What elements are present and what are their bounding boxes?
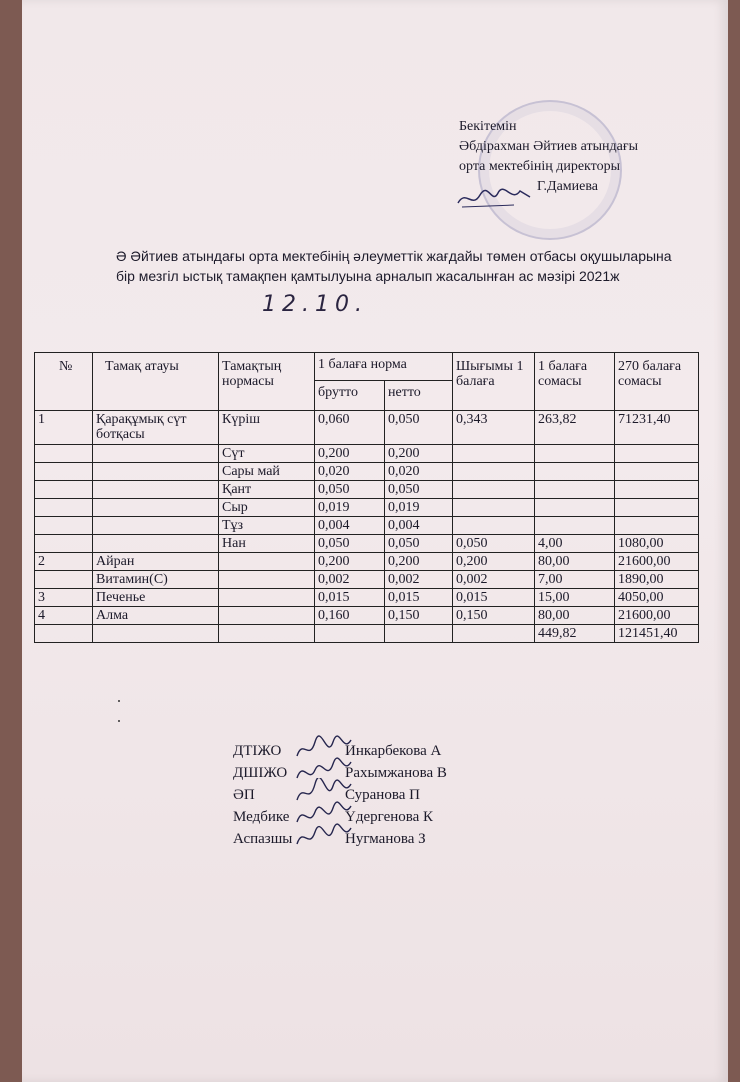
cell-sum270: 1080,00 [615, 535, 699, 553]
table-row [35, 499, 699, 517]
cell-yield [453, 481, 535, 499]
cell-product [219, 553, 315, 571]
document-title: Ә Әйтиев атындағы орта мектебінің әлеуметтік жағдайы төмен отбасы оқушыларына бір мезгіл ыстық тамақпен қамтылуына арналып жасалынған ас мәзірі 2021ж [116, 248, 672, 284]
cell-product: Сүт [219, 445, 315, 463]
cell-net: 0,020 [385, 463, 453, 481]
cell-sum1: 80,00 [535, 553, 615, 571]
signer-role: ДТІЖО [233, 743, 282, 759]
total-row [35, 625, 699, 643]
cell-net: 0,050 [385, 411, 453, 445]
cell-product: Сыр [219, 499, 315, 517]
ink-dot [118, 720, 120, 722]
cell-product: Күріш [219, 411, 315, 445]
cell-gross: 0,020 [315, 463, 385, 481]
cell-dish: Айран [93, 553, 219, 571]
cell-sum270: 71231,40 [615, 411, 699, 445]
cell-yield [453, 499, 535, 517]
cell-num: 2 [35, 553, 93, 571]
cell-gross: 0,019 [315, 499, 385, 517]
header-norm: Тамақтың нормасы [219, 353, 315, 411]
signer-name: Нугманова З [345, 831, 426, 847]
cell-num [35, 499, 93, 517]
cell-product: Тұз [219, 517, 315, 535]
director-name: Г.Дамиева [537, 179, 598, 194]
cell-net: 0,015 [385, 589, 453, 607]
handwritten-signature-icon [295, 822, 353, 852]
menu-table [34, 352, 699, 643]
table-row [35, 553, 699, 571]
cell-product [219, 607, 315, 625]
cell-yield: 0,200 [453, 553, 535, 571]
header-num: № [35, 353, 93, 411]
table-row [35, 535, 699, 553]
table-row [35, 571, 699, 589]
signer-role: ДШІЖО [233, 765, 288, 781]
table-row [35, 517, 699, 535]
cell-sum1: 4,00 [535, 535, 615, 553]
cell-net: 0,050 [385, 535, 453, 553]
signer-name: Рахымжанова В [345, 765, 447, 781]
cell-net: 0,019 [385, 499, 453, 517]
cell-sum1 [535, 499, 615, 517]
cell-dish [93, 499, 219, 517]
signature-row [233, 828, 447, 850]
cell-sum1 [535, 445, 615, 463]
cell-product [219, 571, 315, 589]
cell-sum270 [615, 463, 699, 481]
cell-num [35, 481, 93, 499]
cell-sum1 [535, 463, 615, 481]
cell-num [35, 445, 93, 463]
cell-sum1: 15,00 [535, 589, 615, 607]
cell-yield: 0,015 [453, 589, 535, 607]
cell-sum270: 1890,00 [615, 571, 699, 589]
cell-sum270: 4050,00 [615, 589, 699, 607]
cell-num [35, 535, 93, 553]
header-sum270: 270 балаға сомасы [615, 353, 699, 411]
signer-name: Үдергенова К [345, 809, 434, 825]
cell-sum270: 21600,00 [615, 553, 699, 571]
director-signature-icon [454, 183, 534, 213]
signer-role: Аспазшы [233, 831, 293, 847]
header-sum1: 1 балаға сомасы [535, 353, 615, 411]
cell-sum270 [615, 445, 699, 463]
ink-dot [118, 700, 120, 702]
cell-net: 0,200 [385, 553, 453, 571]
handwritten-date: 12.10. [262, 292, 368, 317]
total-sum1: 449,82 [535, 625, 615, 643]
cell-dish [93, 463, 219, 481]
cell-product: Қант [219, 481, 315, 499]
cell-gross: 0,050 [315, 481, 385, 499]
cell-yield [453, 517, 535, 535]
cell-dish: Қарақұмық сүт ботқасы [93, 411, 219, 445]
cell-sum1: 7,00 [535, 571, 615, 589]
header-dish: Тамақ атауы [93, 353, 219, 411]
table-row [35, 607, 699, 625]
cell-yield: 0,002 [453, 571, 535, 589]
cell-dish [93, 535, 219, 553]
signatures-block [233, 740, 447, 850]
cell-gross: 0,004 [315, 517, 385, 535]
table-row [35, 463, 699, 481]
header-yield: Шығымы 1 балаға [453, 353, 535, 411]
signer-name: Суранова П [345, 787, 420, 803]
cell-yield: 0,343 [453, 411, 535, 445]
cell-yield: 0,050 [453, 535, 535, 553]
cell-dish: Витамин(С) [93, 571, 219, 589]
cell-dish [93, 517, 219, 535]
header-gross: брутто [315, 380, 385, 410]
cell-sum270 [615, 517, 699, 535]
cell-gross: 0,060 [315, 411, 385, 445]
cell-sum1 [535, 517, 615, 535]
cell-gross: 0,200 [315, 445, 385, 463]
cell-dish [93, 445, 219, 463]
approval-heading: Бекітемін [459, 119, 517, 134]
header-row [35, 353, 699, 381]
cell-gross: 0,015 [315, 589, 385, 607]
cell-num: 3 [35, 589, 93, 607]
cell-dish [93, 481, 219, 499]
cell-sum1: 263,82 [535, 411, 615, 445]
cell-dish: Алма [93, 607, 219, 625]
cell-product [219, 589, 315, 607]
cell-sum270: 21600,00 [615, 607, 699, 625]
cell-sum270 [615, 481, 699, 499]
cell-net: 0,150 [385, 607, 453, 625]
approval-position: орта мектебінің директоры [459, 159, 621, 174]
table-row [35, 445, 699, 463]
table-row [35, 589, 699, 607]
signer-name: Инкарбекова А [345, 743, 442, 759]
total-sum270: 121451,40 [615, 625, 699, 643]
cell-sum270 [615, 499, 699, 517]
header-per-child: 1 балаға норма [315, 353, 453, 381]
cell-net: 0,050 [385, 481, 453, 499]
cell-sum1: 80,00 [535, 607, 615, 625]
cell-gross: 0,002 [315, 571, 385, 589]
cell-product: Сары май [219, 463, 315, 481]
cell-product: Нан [219, 535, 315, 553]
cell-num [35, 463, 93, 481]
cell-sum1 [535, 481, 615, 499]
signer-role: ӘП [233, 787, 255, 803]
cell-gross: 0,200 [315, 553, 385, 571]
signer-role: Медбике [233, 809, 290, 825]
cell-num: 1 [35, 411, 93, 445]
cell-net: 0,004 [385, 517, 453, 535]
cell-gross: 0,160 [315, 607, 385, 625]
cell-num [35, 517, 93, 535]
cell-yield [453, 445, 535, 463]
cell-num [35, 571, 93, 589]
cell-net: 0,200 [385, 445, 453, 463]
approval-school: Әбдірахман Әйтиев атындағы [459, 139, 638, 154]
header-net: нетто [385, 380, 453, 410]
cell-yield: 0,150 [453, 607, 535, 625]
cell-yield [453, 463, 535, 481]
table-row [35, 481, 699, 499]
table-row [35, 411, 699, 445]
cell-net: 0,002 [385, 571, 453, 589]
cell-num: 4 [35, 607, 93, 625]
cell-gross: 0,050 [315, 535, 385, 553]
cell-dish: Печенье [93, 589, 219, 607]
